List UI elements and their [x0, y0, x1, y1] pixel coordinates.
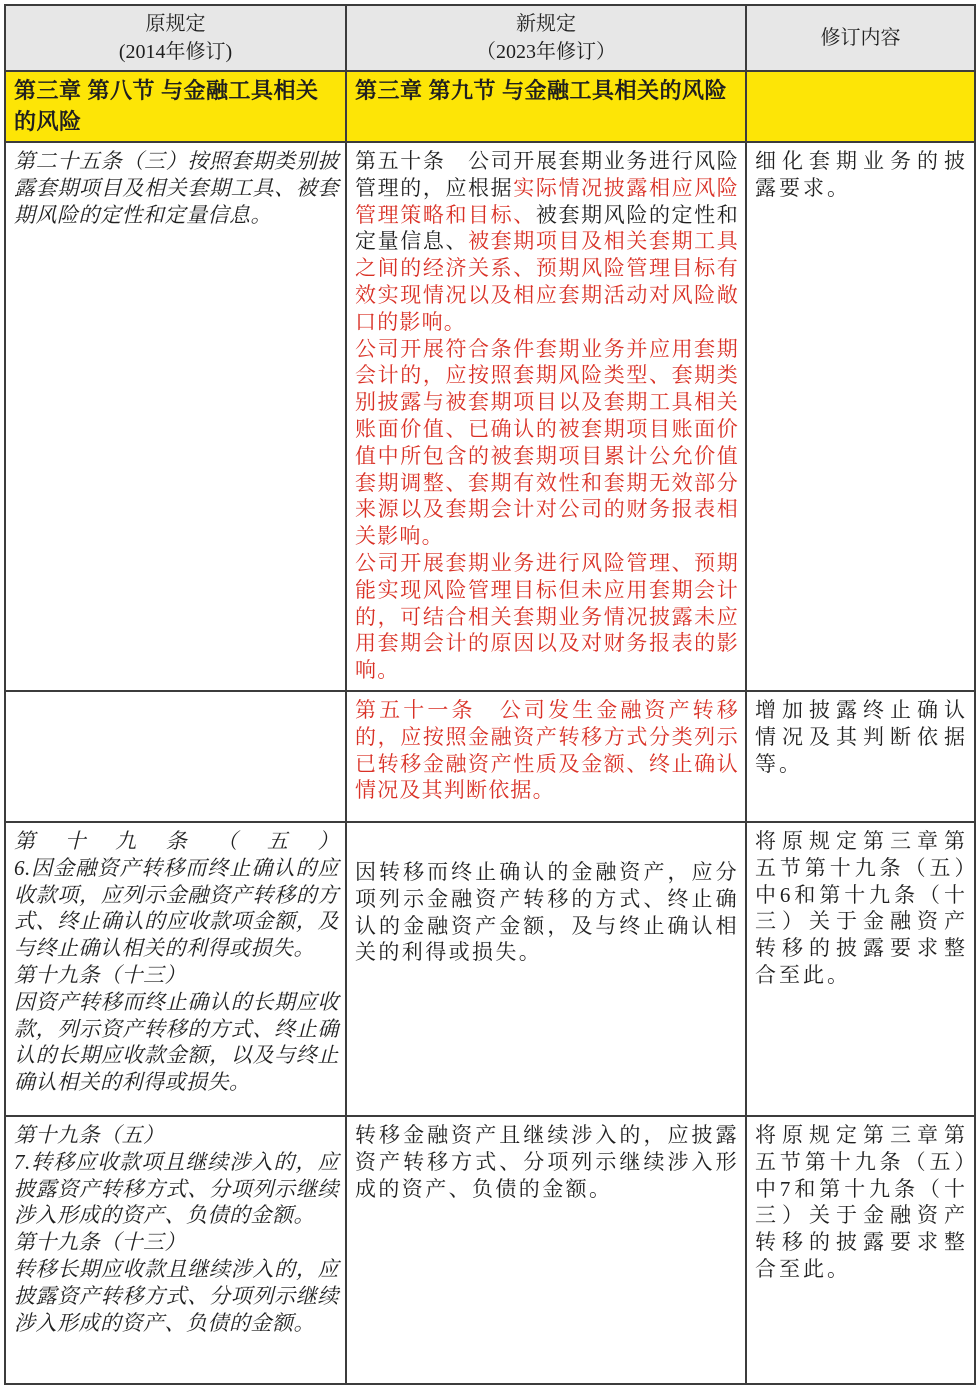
section-new-cell: 第三章 第九节 与金融工具相关的风险	[346, 71, 746, 142]
header-old-title: 原规定	[145, 13, 206, 35]
section-note-cell	[746, 71, 975, 142]
text-run: 第十九条（五）	[14, 828, 339, 853]
text-run: 第十九条（五）	[14, 1122, 165, 1147]
header-new-title: 新规定	[516, 13, 576, 35]
paragraph	[14, 1149, 339, 1229]
paragraph	[755, 1122, 968, 1283]
paragraph	[14, 989, 339, 1096]
paragraph	[14, 962, 339, 989]
chapter-section-row	[5, 71, 975, 142]
paragraph	[355, 697, 739, 804]
text-run: 转移金融资产且继续涉入的，应披露资产转移方式、分项列示继续涉入形成的资产、负债的金额。	[355, 1122, 739, 1201]
text-run: 增加披露终止确认情况及其判断依据等。	[755, 697, 968, 776]
new-cell	[346, 691, 746, 822]
new-cell	[346, 142, 746, 691]
paragraph	[14, 1229, 339, 1256]
table-row	[5, 691, 975, 822]
paragraph	[755, 697, 968, 777]
paragraph	[14, 855, 339, 962]
text-run: 因资产转移而终止确认的长期应收款，列示资产转移的方式、终止确认的长期应收款金额，以及与终止确认相关的利得或损失。	[14, 989, 339, 1095]
text-run: 第十九条（十三）	[14, 1230, 186, 1255]
paragraph	[14, 1122, 339, 1149]
paragraph	[14, 1256, 339, 1336]
text-run: 第二十五条（三）按照套期类别披露套期项目及相关套期工具、被套期风险的定性和定量信息。	[14, 149, 339, 227]
paragraph	[355, 1122, 739, 1202]
header-old-regulation	[5, 5, 346, 71]
header-new-regulation	[346, 5, 746, 71]
paragraph	[355, 336, 739, 550]
text-run: 被套期项目及相关套期工具之间的经济关系、预期风险管理目标有效实现情况以及相应套期活动对风险敞口的影响。	[355, 229, 739, 334]
header-old-subtitle: (2014年修订)	[118, 41, 233, 63]
table-header-row	[5, 5, 975, 71]
text-run: 被套期风险的定性和定量信息、	[355, 202, 739, 254]
paragraph	[14, 828, 339, 855]
table-row	[5, 822, 975, 1116]
note-cell	[746, 1116, 975, 1384]
text-run: 将原规定第三章第五节第十九条（五）中7和第十九条（十三）关于金融资产转移的披露要求整合至此。	[755, 1122, 968, 1281]
old-cell	[5, 142, 346, 691]
old-cell	[5, 822, 346, 1116]
table-row	[5, 142, 975, 691]
text-run: 第十九条（十三）	[14, 962, 186, 987]
paragraph	[355, 148, 739, 336]
text-run: 细化套期业务的披露要求。	[755, 149, 968, 200]
table-row	[5, 1116, 975, 1384]
text-run: 公司开展套期业务进行风险管理、预期能实现风险管理目标但未应用套期会计的，可结合相关套期业务情况披露未应用套期会计的原因以及对财务报表的影响。	[355, 550, 739, 683]
text-run: 实际情况披露相应风险管理策略和目标、	[355, 175, 740, 227]
paragraph	[755, 148, 968, 202]
new-cell	[346, 1116, 746, 1384]
text-run: 公司开展符合条件套期业务并应用套期会计的，应按照套期风险类型、套期类别披露与被套期项目以及套期工具相关账面价值、已确认的被套期项目账面价值中所包含的被套期项目累计公允价值套期调整、套期有效性和套期无效部分来源以及套期会计对公司的财务报表相关影响。	[355, 336, 739, 549]
old-cell	[5, 1116, 346, 1384]
text-run: 6.因金融资产转移而终止确认的应收款项，应列示金融资产转移的方式、终止确认的应收款项金额，及与终止确认相关的利得或损失。	[14, 855, 339, 961]
note-cell	[746, 142, 975, 691]
text-run: 将原规定第三章第五节第十九条（五）中6和第十九条（十三）关于金融资产转移的披露要求整合至此。	[755, 828, 968, 987]
text-run: 7.转移应收款项且继续涉入的，应披露资产转移方式、分项列示继续涉入形成的资产、负债的金额。	[14, 1149, 339, 1228]
text-run: 第五十条 公司开展套期业务进行风险管理的，应根据	[355, 149, 739, 200]
header-new-subtitle: （2023年修订）	[476, 41, 616, 63]
comparison-table	[4, 4, 976, 1385]
section-old-cell: 第三章 第八节 与金融工具相关的风险	[5, 71, 346, 142]
note-cell	[746, 691, 975, 822]
paragraph	[355, 550, 739, 684]
new-cell	[346, 822, 746, 1116]
text-run: 第五十一条 公司发生金融资产转移的，应按照金融资产转移方式分类列示已转移金融资产性质及金额、终止确认情况及其判断依据。	[355, 697, 739, 803]
paragraph	[355, 859, 739, 966]
header-note-title: 修订内容	[820, 27, 901, 49]
note-cell	[746, 822, 975, 1116]
text-run: 转移长期应收款且继续涉入的，应披露资产转移方式、分项列示继续涉入形成的资产、负债的金额。	[14, 1256, 339, 1335]
paragraph	[14, 148, 339, 228]
header-revision-content	[746, 5, 975, 71]
old-cell	[5, 691, 346, 822]
text-run: 因转移而终止确认的金融资产，应分项列示金融资产转移的方式、终止确认的金融资产金额，及与终止确认相关的利得或损失。	[355, 859, 739, 965]
paragraph	[755, 828, 968, 989]
